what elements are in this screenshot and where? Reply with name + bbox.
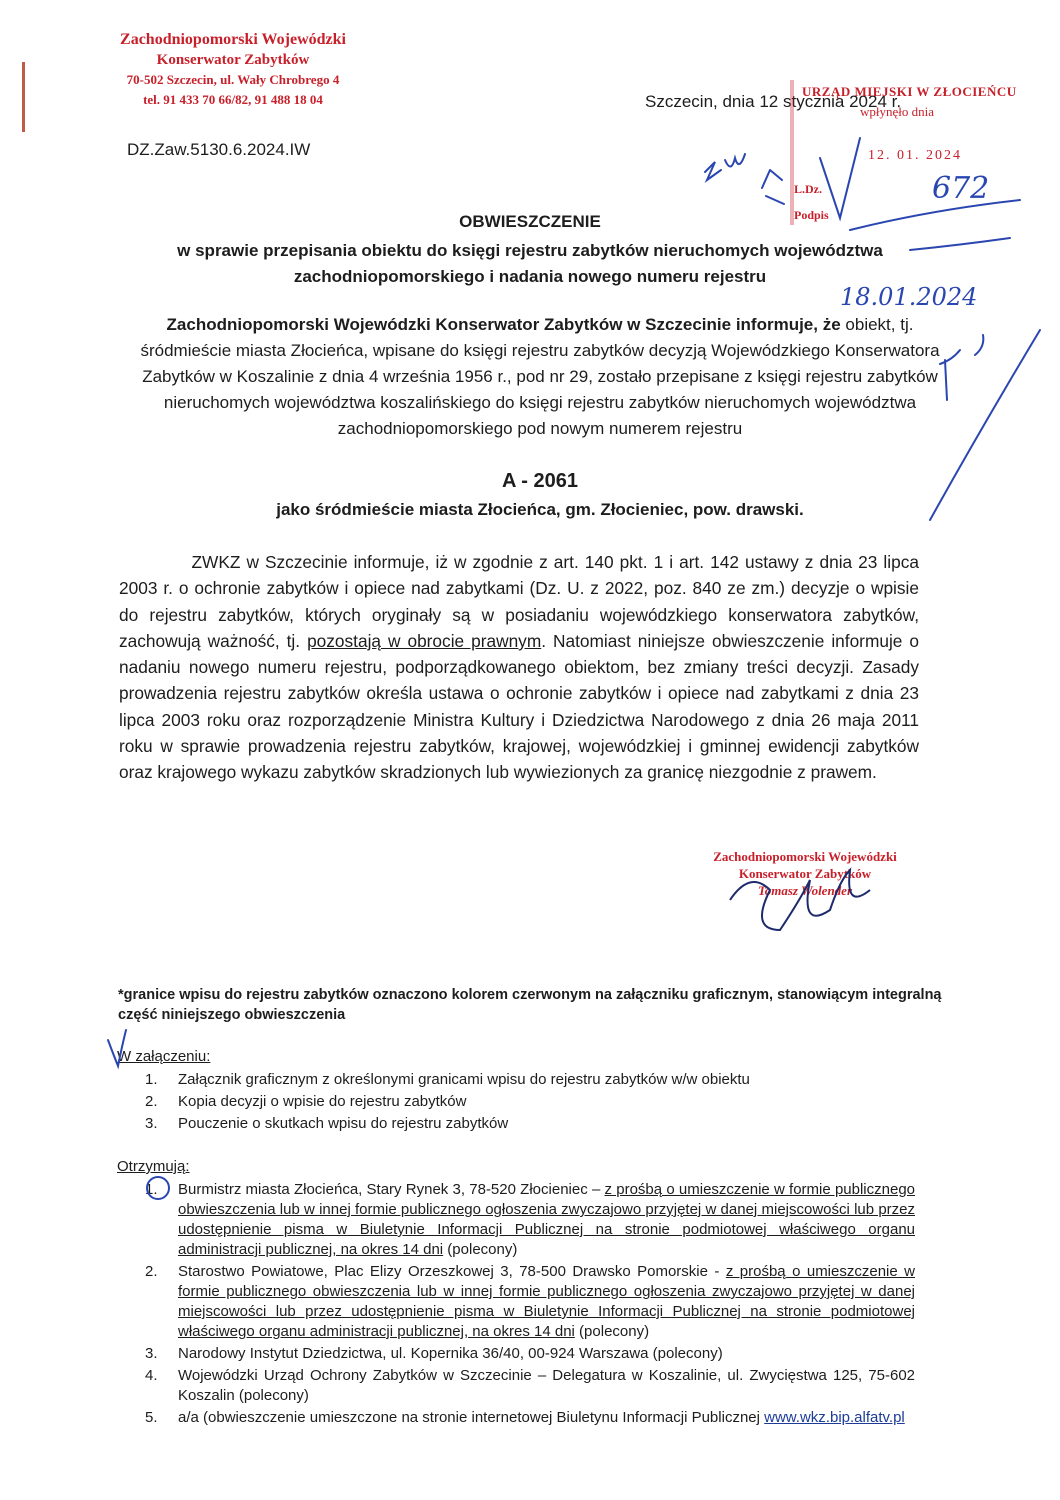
receipt-office: URZĄD MIEJSKI W ZŁOCIEŃCU [802,84,1017,99]
list-item [145,1262,915,1342]
stamp-line-1: Zachodniopomorski Wojewódzki [120,31,346,48]
recipients-list [145,1180,915,1428]
list-item [145,1092,915,1112]
reference-number: DZ.Zaw.5130.6.2024.IW [127,140,311,159]
office-stamp [108,30,358,110]
item-number: 3. [145,1115,158,1132]
item-text: Starostwo Powiatowe, Plac Elizy Orzeszkowej 3, 78-500 Drawsko Pomorskie - [178,1263,726,1280]
item-tail: (polecony) [574,1323,650,1340]
intro-text: obiekt, tj. śródmieście miasta Złocieńca, wpisane do księgi rejestru zabytków decyzją Wojewódzkiego Konserwatora Zabytków w Koszalinie z dnia 4 września 1956 r., pod nr 29, zostało przepisane z księgi rejestru zabytków nieruchomych województwa koszalińskiego do księgi rejestru zabytków nieruchomych województwa zachodniopomorskiego pod nowym numerem rejestru [140,315,940,438]
initials-scribble [705,154,745,180]
stamp-line-4: tel. 91 433 70 66/82, 91 488 18 04 [143,92,323,107]
stamp-line-3: 70-502 Szczecin, ul. Wały Chrobrego 4 [126,72,340,87]
signature-stamp [705,848,905,899]
item-number: 2. [145,1263,158,1280]
handwritten-number: 672 [932,171,990,206]
body-part-2: . Natomiast niniejsze obwieszczenie informuje o nadaniu nowego numeru rejestru, podporządkowanego obiektom, bez zmiany treści decyzji. Zasady prowadzenia rejestru zabytków określa ustawa o ochronie zabytków i opiece nad zabytkami z dnia 23 lipca 2003 roku oraz rozporządzenie Ministra Kultury i Dziedzictwa Narodowego z dnia 26 maja 2011 roku w sprawie prowadzenia rejestru zabytków, krajowej, wojewódzkiej i gminnej ewidencji zabytków oraz krajowego wykazu zabytków skradzionych lub wywiezionych za granicę niezgodnie z prawem. [119,630,919,783]
item-text: Załącznik graficznym z określonymi granicami wpisu do rejestru zabytków w/w obiektu [178,1071,750,1088]
item-number: 1. [145,1181,158,1198]
receipt-stamp [790,80,1020,230]
item-number: 2. [145,1093,158,1110]
item-number: 3. [145,1345,158,1362]
attachments-list [145,1070,915,1134]
intro-paragraph [125,312,955,442]
item-text: Wojewódzki Urząd Ochrony Zabytków w Szczecinie – Delegatura w Koszalinie, ul. Zwycięstwa 125, 75-602 Koszalin (polecony) [178,1367,915,1404]
list-item [145,1070,915,1090]
scribble-mark [762,170,784,204]
footnote: *granice wpisu do rejestru zabytków oznaczono kolorem czerwonym na załączniku graficznym, stanowiącym integralną część niniejszego obwieszczenia [118,987,942,1023]
list-item [145,1114,915,1134]
recipients-heading: Otrzymują: [117,1158,190,1175]
body-underlined: pozostają w obrocie prawnym [307,630,542,651]
item-number: 1. [145,1071,158,1088]
signature-line-1: Zachodniopomorski Wojewódzki [713,849,897,864]
body-part-1: ZWKZ w Szczecinie informuje, iż w zgodnie z art. 140 pkt. 1 i art. 142 ustawy z dnia 23 lipca 2003 r. o ochronie zabytków i opiece nad zabytkami (Dz. U. z 2022, poz. 840 ze zm.) decyzje o wpisie do rejestru zabytków, których oryginały są w posiadaniu wojewódzkiego konserwatora zabytków, zachowują ważność, tj. [119,552,919,651]
list-item [145,1180,915,1260]
signature-name: Tomasz Wolender [757,883,853,898]
intro-bold: Zachodniopomorski Wojewódzki Konserwator Zabytków w Szczecinie informuje, że [166,315,841,334]
item-number: 4. [145,1367,158,1384]
item-number: 5. [145,1409,158,1426]
document-title: OBWIESZCZENIE [459,212,601,231]
body-paragraph [119,549,919,786]
item-text: Narodowy Instytut Dziedzictwa, ul. Kopernika 36/40, 00-924 Warszawa (polecony) [178,1345,723,1362]
stamp-line-2: Konserwator Zabytków [156,52,310,68]
document-subtitle: w sprawie przepisania obiektu do księgi rejestru zabytków nieruchomych województwa zachodniopomorskiego i nadania nowego numeru rejestru [177,241,883,286]
receipt-signature-label: Podpis [794,208,829,222]
item-text: Pouczenie o skutkach wpisu do rejestru zabytków [178,1115,509,1132]
object-description: jako śródmieście miasta Złocieńca, gm. Złocieniec, pow. drawski. [276,500,804,519]
receipt-date: 12. 01. 2024 [868,148,962,163]
handwritten-date: 18.01.2024 [840,283,978,311]
document-date: Szczecin, dnia 12 stycznia 2024 r. [645,92,902,111]
attachments-heading: W załączeniu: [117,1048,211,1065]
list-item [145,1366,915,1406]
item-underlined: z prośbą o umieszczenie w formie publicznego obwieszczenia lub w innej formie publicznego ogłoszenia zwyczajowo przyjętej w danej miejscowości lub przez udostępnienie pisma w Biuletynie Informacji Publicznej na stronie podmiotowej właściwego organu administracji publicznej, na okres 14 dni [178,1181,916,1258]
margin-mark [22,62,25,132]
receipt-label: wpłynęło dnia [860,104,935,119]
list-item [145,1408,915,1428]
item-underlined: z prośbą o umieszczenie w formie publicznego obwieszczenia lub w innej formie publicznego ogłoszenia zwyczajowo przyjętej w danej miejscowości lub przez udostępnienie pisma w Biuletynie Informacji Publicznej na stronie podmiotowej właściwego organu administracji publicznej, na okres 14 dni [178,1263,915,1340]
stamp-border [790,80,794,225]
receipt-ldz: L.Dz. [794,182,822,196]
register-number: A - 2061 [502,470,578,492]
signature-line-2: Konserwator Zabytków [738,866,872,881]
item-text: a/a (obwieszczenie umieszczone na stronie internetowej Biuletynu Informacji Publicznej [178,1409,765,1426]
list-item [145,1344,915,1364]
item-tail: (polecony) [443,1241,518,1258]
item-text: Kopia decyzji o wpisie do rejestru zabytków [178,1093,467,1110]
bip-link[interactable]: www.wkz.bip.alfatv.pl [764,1409,905,1426]
item-text: Burmistrz miasta Złocieńca, Stary Rynek 3, 78-520 Złocieniec – [178,1181,605,1198]
